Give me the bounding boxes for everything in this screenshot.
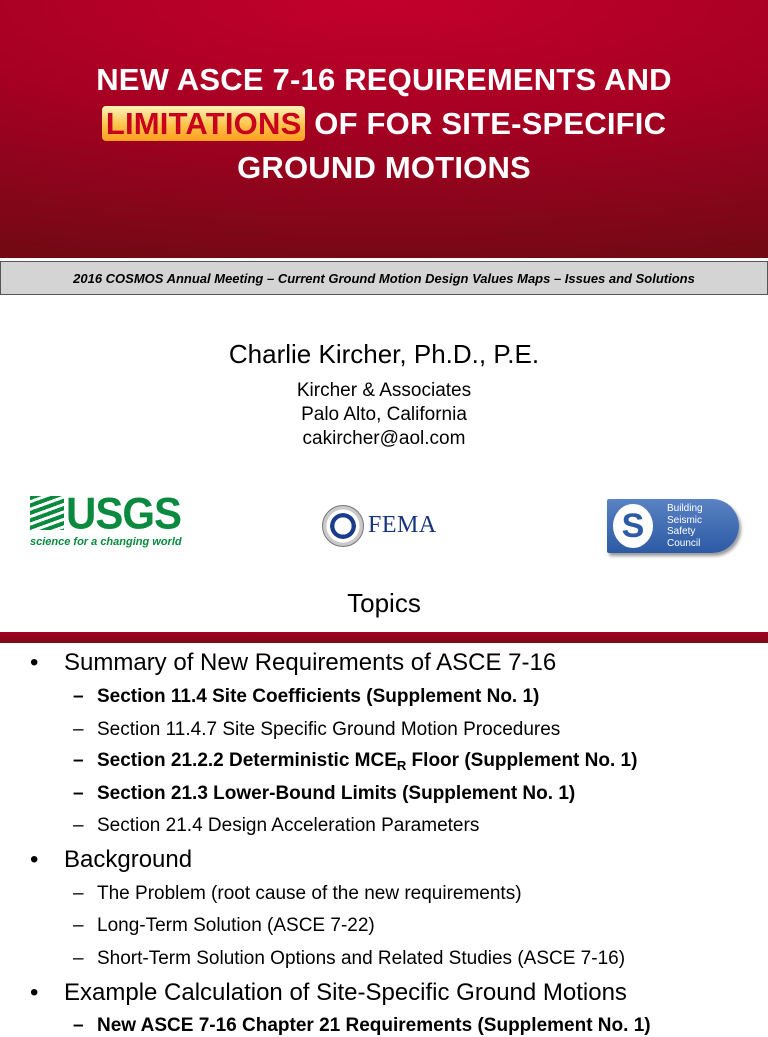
topics-divider <box>0 632 768 643</box>
email: cakircher@aol.com <box>302 428 466 449</box>
meeting-text: 2016 COSMOS Annual Meeting – Current Ground Motion Design Values Maps – Issues and Solutions <box>73 270 695 286</box>
bssc-logo <box>607 499 743 555</box>
subscript-r: R <box>396 758 407 773</box>
bssc-line: Building <box>667 503 703 514</box>
usgs-wordmark: USGS <box>66 488 182 539</box>
meeting-bar <box>0 261 768 295</box>
sub-bullet: – Long-Term Solution (ASCE 7-22) <box>97 915 375 937</box>
bssc-line: Council <box>667 537 701 549</box>
bssc-line: Safety <box>667 526 696 537</box>
dhs-seal-icon <box>322 505 364 547</box>
fema-wordmark: FEMA <box>368 512 437 538</box>
title-line-1: NEW ASCE 7-16 REQUIREMENTS AND <box>96 62 672 97</box>
usgs-tagline: science for a changing world <box>30 536 182 548</box>
title-line-2 <box>0 102 768 146</box>
slide-title <box>0 58 768 190</box>
sub-bullet: – Section 11.4 Site Coefficients (Supplement No. 1) <box>97 686 539 708</box>
sub-bullet <box>97 750 637 772</box>
bullet-background: • Background <box>64 846 192 874</box>
sub-bullet-pre: Section 21.2.2 Deterministic MCE <box>97 750 397 771</box>
usgs-logo <box>30 488 190 552</box>
topics-title: Topics <box>347 588 421 618</box>
affiliation: Kircher & Associates <box>296 380 472 401</box>
sub-bullet: – Section 21.4 Design Acceleration Parameters <box>97 815 479 837</box>
sub-bullet: – The Problem (root cause of the new requirements) <box>97 883 522 905</box>
bssc-line: Seismic <box>667 514 703 526</box>
fema-logo <box>322 505 452 551</box>
title-highlight: LIMITATIONS <box>102 106 306 141</box>
bullet-example: • Example Calculation of Site-Specific Ground Motions <box>64 979 627 1007</box>
sub-bullet: – New ASCE 7-16 Chapter 21 Requirements (Supplement No. 1) <box>97 1015 651 1037</box>
bssc-s-icon: S <box>613 504 653 548</box>
sub-bullet: – Section 21.3 Lower-Bound Limits (Supplement No. 1) <box>97 783 575 805</box>
bssc-text <box>667 503 703 549</box>
sub-bullet-post: Floor (Supplement No. 1) <box>406 750 638 771</box>
title-line-2-rest: OF FOR SITE-SPECIFIC <box>305 106 667 141</box>
usgs-wave-icon <box>30 496 64 530</box>
bullet-summary: • Summary of New Requirements of ASCE 7-16 <box>64 649 556 677</box>
title-line-3: GROUND MOTIONS <box>237 150 531 185</box>
sub-bullet: – Section 11.4.7 Site Specific Ground Motion Procedures <box>97 719 560 741</box>
location: Palo Alto, California <box>301 404 467 425</box>
sub-bullet: – Short-Term Solution Options and Related Studies (ASCE 7-16) <box>97 948 625 970</box>
author-name: Charlie Kircher, Ph.D., P.E. <box>228 339 540 369</box>
